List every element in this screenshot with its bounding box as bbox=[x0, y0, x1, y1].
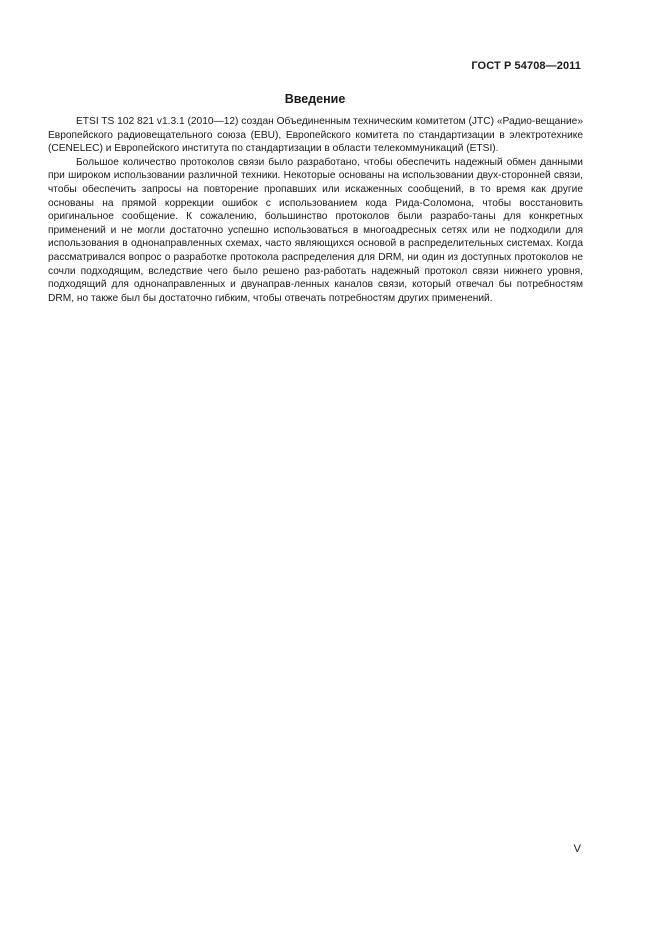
page-number: V bbox=[573, 843, 581, 855]
document-code: ГОСТ Р 54708—2011 bbox=[471, 60, 581, 72]
body-text bbox=[48, 115, 583, 305]
paragraph-2: Большое количество протоколов связи было разработано, чтобы обеспечить надежный обмен данными при широком использовании различной техники. Некоторые основаны на использовании двух-сторонней связи, чтобы обеспечить запросы на повторение пропавших или искаженных сообщений, в то время как другие основаны на прямой коррекции ошибок с использованием кода Рида-Соломона, чтобы восстановить оригинальное сообщение. К сожалению, большинство протоколов были разрабо-таны для конкретных применений и не могли достаточно успешно использоваться в многоадресных сетях или не подходили для использования в однонаправленных схемах, часто являющихся основой в распределительных системах. Когда рассматривался вопрос о разработке протокола распределения для DRM, ни один из доступных протоколов не сочли подходящим, вследствие чего было решено раз-работать надежный протокол связи нижнего уровня, подходящий для однонаправленных и двунаправ-ленных каналов связи, который отвечал бы потребностям DRM, но также был бы достаточно гибким, чтобы отвечать потребностям других применений. bbox=[48, 156, 583, 304]
paragraph-1: ETSI TS 102 821 v1.3.1 (2010—12) создан Объединенным техническим комитетом (JTC) «Радио-вещание» Европейского радиовещательного союза (EBU), Европейского комитета по стандартизации в электротехнике (CENELEC) и Европейского института по стандартизации в области телекоммуникаций (ETSI). bbox=[48, 116, 583, 155]
section-title: Введение bbox=[284, 92, 346, 106]
